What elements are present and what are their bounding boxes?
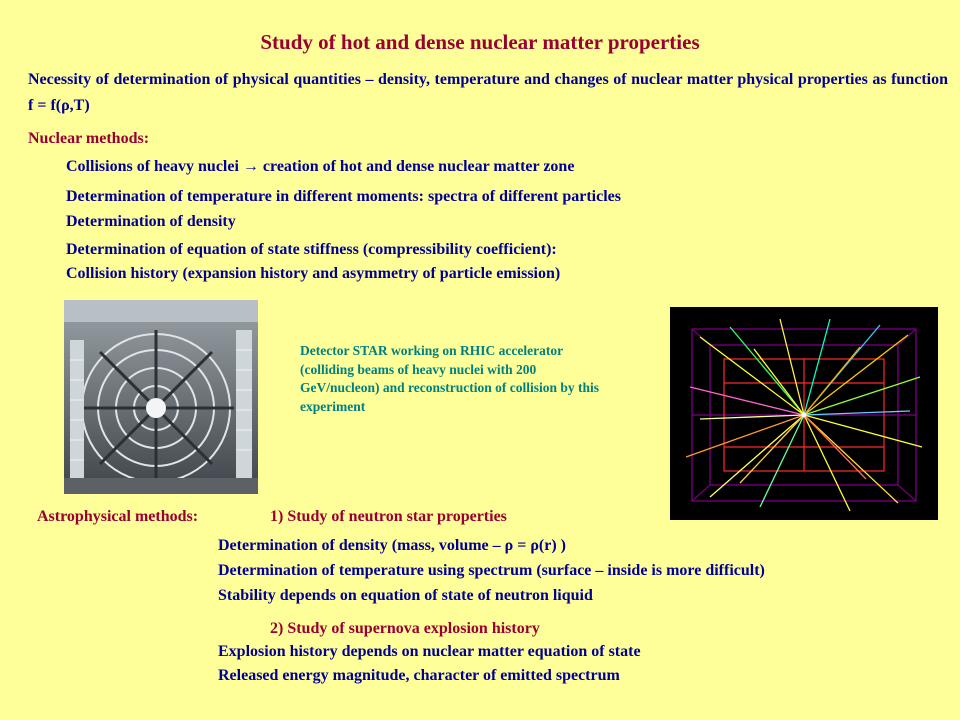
nuclear-item: Determination of temperature in different moments: spectra of different particles [66, 188, 621, 205]
supernova-item: Explosion history depends on nuclear matter equation of state [218, 643, 641, 660]
supernova-item: Released energy magnitude, character of emitted spectrum [218, 667, 620, 684]
nuclear-item: Determination of density [66, 213, 236, 230]
nuclear-item: Collisions of heavy nuclei → creation of hot and dense nuclear matter zone [66, 158, 575, 175]
collision-tracks-graphic [670, 307, 938, 520]
slide-title: Study of hot and dense nuclear matter properties [260, 30, 700, 54]
star-detector-photo [64, 300, 258, 494]
astrophysical-methods-heading: Astrophysical methods: [37, 508, 199, 525]
supernova-subheading: 2) Study of supernova explosion history [270, 620, 540, 637]
neutron-star-item: Determination of temperature using spectrum (surface – inside is more difficult) [218, 562, 765, 579]
collision-reconstruction-image [670, 307, 938, 520]
neutron-star-subheading: 1) Study of neutron star properties [270, 508, 507, 525]
nuclear-item: Determination of equation of state stiffness (compressibility coefficient): [66, 241, 557, 258]
star-detector-graphic [64, 300, 258, 494]
detector-caption: Detector STAR working on RHIC accelerator (colliding beams of heavy nuclei with 200 GeV/nucleon) and reconstruction of collision by this experiment [300, 343, 600, 414]
nuclear-methods-heading: Nuclear methods: [28, 130, 150, 147]
neutron-star-item: Determination of density (mass, volume – ρ = ρ(r) ) [218, 537, 566, 554]
nuclear-item: Collision history (expansion history and asymmetry of particle emission) [66, 265, 561, 282]
intro-paragraph: Necessity of determination of physical quantities – density, temperature and changes of nuclear matter physical properties as function f = f(ρ,T) [28, 71, 948, 114]
neutron-star-item: Stability depends on equation of state of neutron liquid [218, 587, 593, 604]
